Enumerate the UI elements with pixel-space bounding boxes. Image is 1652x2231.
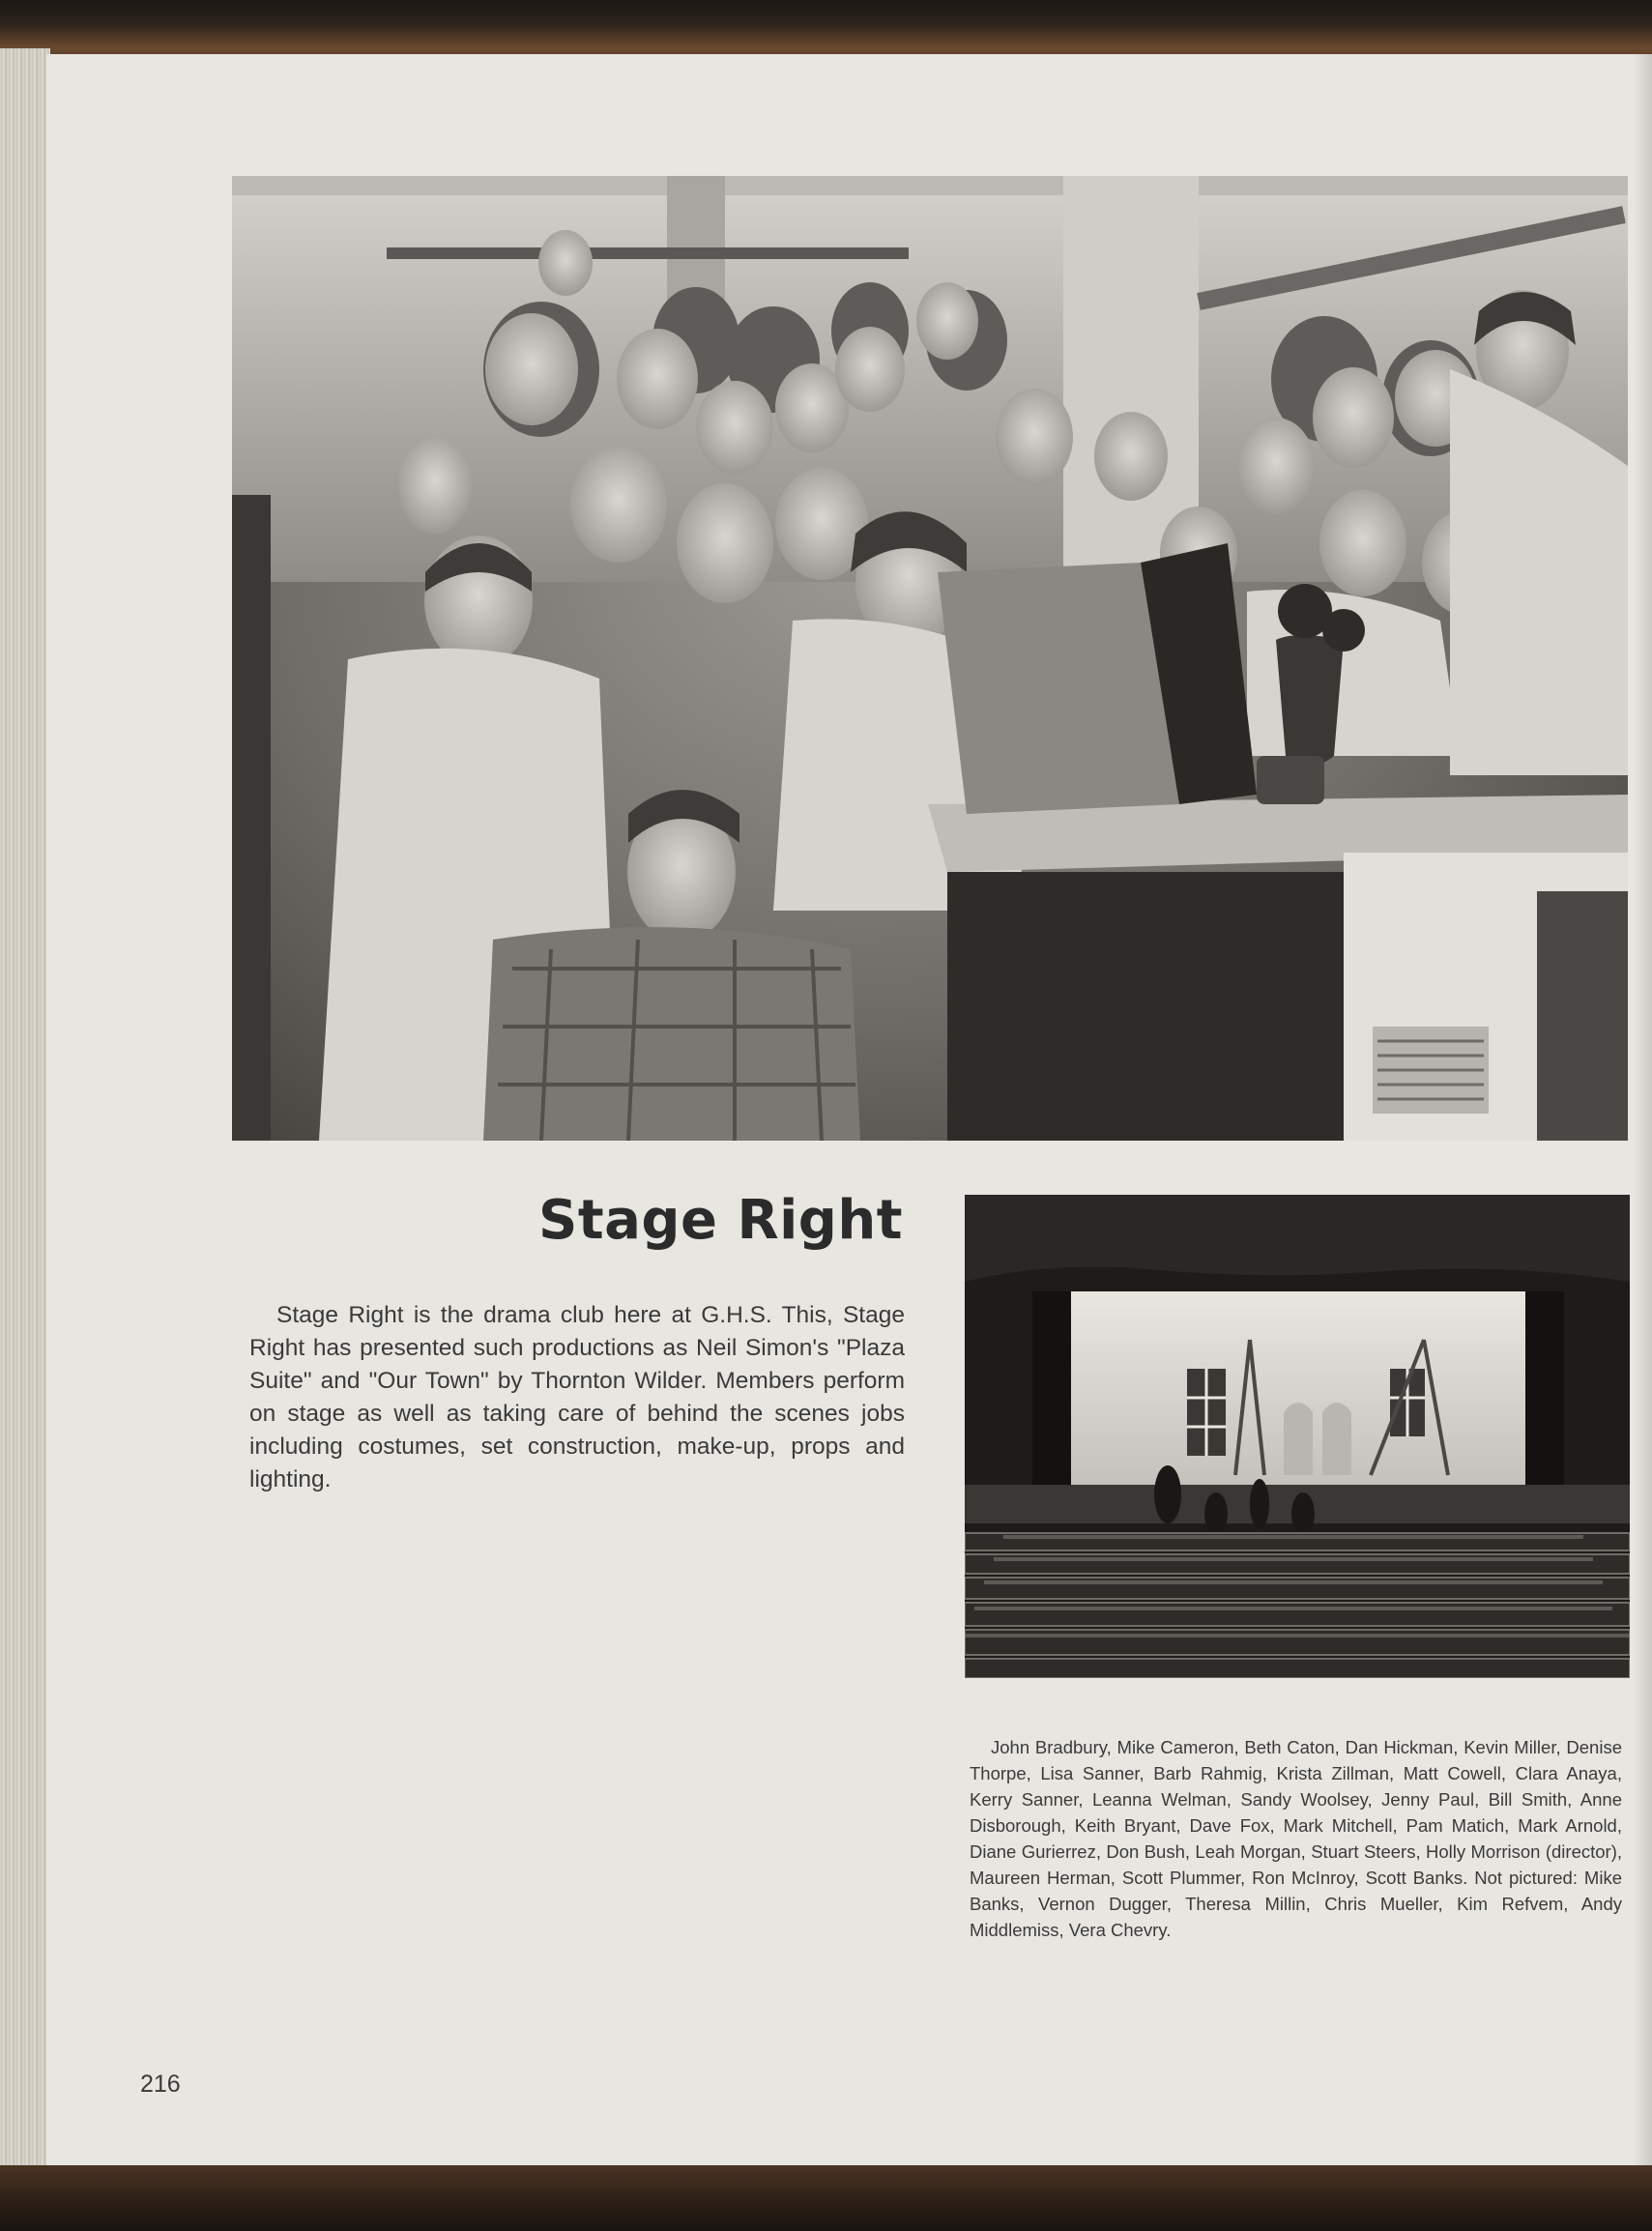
book-page-edges <box>0 48 50 2175</box>
page-number: 216 <box>140 2071 181 2098</box>
page-gutter-shadow <box>1633 54 1652 2171</box>
group-photo <box>232 176 1628 1141</box>
stage-photo <box>965 1195 1630 1678</box>
stage-photo-graphic <box>965 1195 1630 1678</box>
intro-paragraph: Stage Right is the drama club here at G.H.S. This, Stage Right has presented such productions as Neil Simon's "Plaza Suite" and "Our Town" by Thornton Wilder. Members perform on stage as well as taking care of behind the scenes jobs including costumes, set construction, make-up, props and lighting. <box>249 1302 905 1492</box>
page-headline: Stage Right <box>538 1189 903 1252</box>
book-bottom-edge <box>0 2165 1652 2231</box>
photo-caption: John Bradbury, Mike Cameron, Beth Caton, Dan Hickman, Kevin Miller, Denise Thorpe, Lisa Sanner, Barb Rahmig, Krista Zillman, Matt Cowell, Clara Anaya, Kerry Sanner, Leanna Welman, Sandy Woolsey, Jenny Paul, Bill Smith, Anne Disborough, Keith Bryant, Dave Fox, Mark Mitchell, Pam Matich, Mark Arnold, Diane Gurierrez, Don Bush, Leah Morgan, Stuart Steers, Holly Morrison (director), Maureen Herman, Scott Plummer, Ron McInroy, Scott Banks. Not pictured: Mike Banks, Vernon Dugger, Theresa Millin, Chris Mueller, Kim Refvem, Andy Middlemiss, Vera Chevry. <box>970 1737 1622 1940</box>
group-photo-graphic <box>232 176 1628 1141</box>
book-top-edge <box>0 0 1652 60</box>
